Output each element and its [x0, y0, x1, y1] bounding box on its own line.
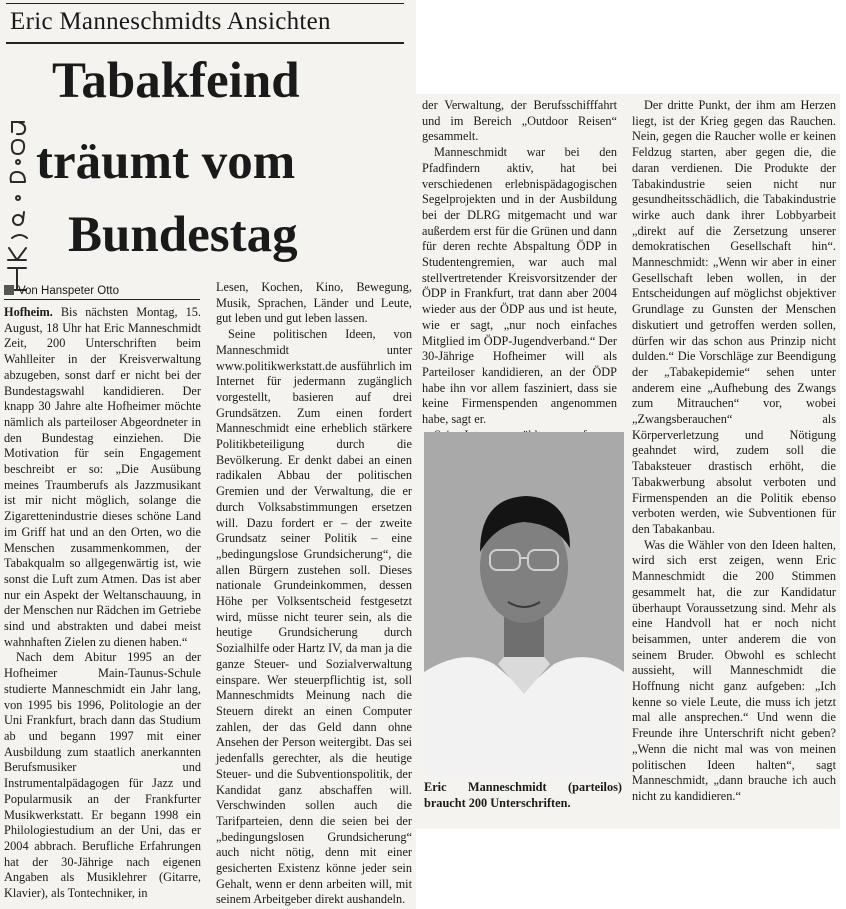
paragraph: Nach dem Abitur 1995 an der Hofheimer Main-Taunus-Schule studierte Manneschmidt ein Jahr lang, von 1995 bis 1996, Politologie an der Uni Frankfurt, brach dann das Studium ab und begann 1997 mit einer Ausbildung zum staatlich anerkannten Berufsmusiker und Instrumentalpädagogen für Jazz und Popularmusik an der Frankfurter Musikwerkstatt. Er begann 1998 ein Philologiestudium an der Uni, das er 2004 abbrach. Berufliche Erfahrungen hat der 30-Jährige nach eigenen Angaben als Musiklehrer (Gitarre, Klavier), als Tontechniker, in	[4, 650, 201, 901]
photo-caption: Eric Manneschmidt (parteilos) braucht 200 Unterschriften.	[424, 780, 622, 810]
headline-line-2: träumt vom	[36, 134, 296, 190]
article-column-2	[216, 280, 412, 908]
paragraph: Was die Wähler von den Ideen halten, wird sich erst zeigen, wenn Eric Manneschmidt die 200 Stimmen gesammelt hat, die zur Kandidatur überhaupt Voraussetzung sind. Mehr als eine Handvoll hat er noch nicht beisammen, unter anderem die von seinem Bruder. Obwohl es schlecht aussieht, will Manneschmidt die Hoffnung nicht ganz aufgeben: „Ich kenne so viele Leute, die muss ich jetzt mal alle ansprechen.“ Und wenn die Freunde ihre Unterschrift nicht geben? „Wenn die nicht mal was von meinen politischen Ideen halten“, sagt Manneschmidt, „dann brauche ich auch nicht zu kandidieren.“	[632, 537, 836, 803]
paragraph: Manneschmidt war bei den Pfadfindern aktiv, hat bei verschiedenen erlebnispädagogischen Segelprojekten und in der Ausbildung bei der DLRG mitgemacht und war außerdem erst für die Grünen und dann für deren rechte Abspaltung ÖDP in Studentengremien, war auch mal stellvertretender Kreisvorsitzender der ÖDP in Frankfurt, trat dann aber 2004 wieder aus der ÖDP aus und ist heute, wie er sagt, „nur noch einfaches Mitglied im ÖDP-Jugendverband.“ Der 30-Jährige Hofheimer will als Parteiloser kandidieren, an der ÖDP habe ihn vor allem fasziniert, dass sie keine Firmenspenden angenommen habe, sagt er.	[422, 145, 617, 427]
headline-line-1: Tabakfeind	[52, 53, 300, 109]
paragraph: der Verwaltung, der Berufsschifffahrt und im Bereich „Outdoor Reisen“ gesammelt.	[422, 98, 617, 144]
paragraph: Seine politischen Ideen, von Manneschmidt unter www.politikwerkstatt.de ausführlich im Internet für jedermann zugänglich vorgestellt, basieren auf drei Grundsätzen. Zum einen fordert Manneschmidt eine erheblich stärkere Politikbeteiligung durch die Bevölkerung. Er denkt dabei an einen radikalen Abbau der politischen Gremien und der Verwaltung, die er durch Volksabstimmungen ersetzen will. Dazu fordert er – der zweite Grundsatz seiner Politik – eine „bedingungslose Grundsicherung“, die allen Bürgern zustehen soll. Dieses nationale Grundeinkommen, dessen Höhe per Volksentscheid festgesetzt wird, müsse nicht teurer sein, als die heutige Grundsicherung durch Sozialhilfe oder Hartz IV, da man ja die ganze Steuer- und Sozialverwaltung einspare. Wer steuerpflichtig ist, soll Manneschmidts Meinung nach die Steuern direkt an einen Computer zahlen, der das Geld dann ohne Ansehen der Person weitergibt. Das sei jedenfalls gerechter, als die heutige Steuer- und die Subventionspolitik, der Kandidat ganz abschaffen will. Verschwinden sollen auch die Tarifparteien, denn die seien bei der „bedingungslosen Grundsicherung“ auch nicht nötig, denn mit einer gesicherten Existenz könne jeder sein Gehalt, wenn er denn arbeiten will, mit seinem Arbeitgeber direkt aushandeln.	[216, 327, 412, 907]
paragraph: Der dritte Punkt, der ihm am Herzen liegt, ist der Krieg gegen das Rauchen. Nein, gegen die Raucher wolle er keinen Feldzug starten, aber gegen die, die daran verdienen. Die Produkte der Tabakindustrie seien nicht nur gesundheitsschädlich, die Tabakindustrie wirke auch dank ihrer Lobbyarbeit „direkt auf die Zersetzung unserer demokratischen Gesellschaft hin“. Manneschmidt: „Wenn wir aber in einer Gesellschaft leben wollen, in der Entscheidungen auf möglichst objektiver Grundlage zu Gunsten der Menschen diskutiert und getroffen werden sollen, dürfen wir das schon aus Prinzip nicht dulden.“ Die Vorschläge zur Beendigung der „Tabakepidemie“ sehen unter anderem eine „Aufhebung des Zwangs zum Mitrauchen“ vor, wobei „Zwangsberauchen“ als Körperverletzung und Nötigung geahndet wird, zudem soll die Tabaksteuer drastisch erhöht, die Tabakwerbung absolut verboten und Firmenspenden an die Politik ebenso verboten werden, wie Subventionen für den Tabakanbau.	[632, 98, 836, 536]
article-kicker: Eric Manneschmidts Ansichten	[10, 8, 331, 35]
article-column-4	[632, 98, 836, 805]
article-column-1	[4, 305, 201, 902]
byline	[4, 285, 119, 297]
portrait-photo	[424, 432, 624, 775]
paragraph-text: Bis nächsten Montag, 15. August, 18 Uhr hat Eric Manneschmidt Zeit, 200 Unterschriften beim Wahlleiter in der Kreisverwaltung abzugeben, sonst darf er nicht bei der Bundestagswahl kandidieren. Der knapp 30 Jahre alte Hofheimer möchte nämlich als parteiloser Abgeordneter in den Bundestag einziehen. Die Motivation für sein Engagement beschreibt er so: „Die Ausübung meines Traumberufs als Jazzmusikant ist mir nicht möglich, solange die Zigarettenindustrie dieses schöne Land im Griff hat und an den Orten, wo die Menschen zusammenkommen, der Tabakqualm so allgegenwärtig ist, wie sonst die Luft zum Atmen. Das ist aber nur ein Aspekt der Weltanschauung, in der Menschen nur Rädchen im Getriebe sind und abstrakten und dabei meist wahnhaften Zielen zu dienen haben.“	[4, 305, 201, 649]
article-column-3	[422, 98, 617, 443]
top-rule	[6, 3, 404, 4]
byline-text: Von Hanspeter Otto	[18, 285, 120, 297]
handwritten-date-note	[0, 120, 34, 295]
kicker-rule	[6, 42, 404, 44]
byline-rule	[4, 299, 200, 300]
portrait-illustration	[424, 432, 624, 775]
paragraph: Lesen, Kochen, Kino, Bewegung, Musik, Sprachen, Länder und Leute, gut leben und gut leben lassen.	[216, 280, 412, 326]
byline-square-marker	[4, 285, 14, 295]
headline-line-3: Bundestag	[68, 207, 298, 263]
dateline: Hofheim.	[4, 305, 53, 319]
paragraph	[4, 305, 201, 650]
